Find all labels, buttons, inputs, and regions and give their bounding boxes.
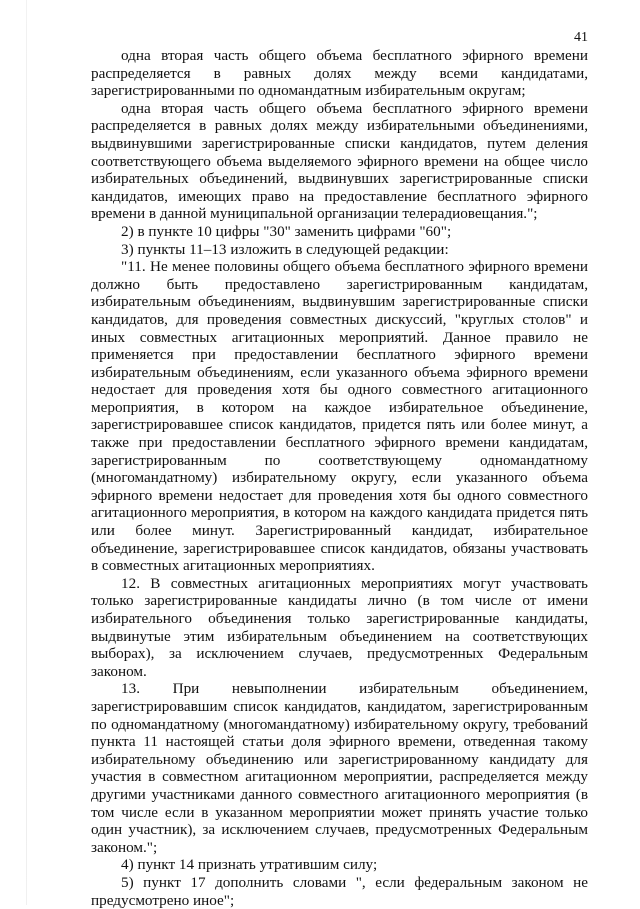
paragraph-3: 2) в пункте 10 цифры "30" заменить цифрами "60"; [121, 222, 452, 240]
paragraph-7: 13. При невыполнении избирательным объединением, зарегистрировавшим список кандидатов, кандидатом, зарегистрированным по одномандатному (многомандатному) избирательному округу, требований пункта 11 настоящей статьи доля эфирного времени, отведенная такому избирательному объединению или зарегистрированному кандидату для участия в совместном агитационном мероприятии, распределяется между другими участниками данного совместного агитационного мероприятия (в том числе если в указанном мероприятии может принять участие только один участник), за исключением случаев, предусмотренных Федеральным законом."; [91, 680, 588, 856]
paragraph-8: 4) пункт 14 признать утратившим силу; [121, 856, 378, 874]
page-number: 41 [574, 30, 588, 45]
paragraph-4: 3) пункты 11–13 изложить в следующей редакции: [121, 240, 449, 258]
paragraph-9: 5) пункт 17 дополнить словами ", если федеральным законом не предусмотрено иное"; [91, 873, 588, 909]
paragraph-5: "11. Не менее половины общего объема бесплатного эфирного времени должно быть предоставлено зарегистрированным кандидатам, избирательным объединениям, выдвинувшим зарегистрированные списки кандидатов, для проведения совместных дискуссий, "круглых столов" и иных совместных агитационных мероприятий. Данное правило не применяется при предоставлении бесплатного эфирного времени избирательным объединениям, если указанного объема эфирного времени недостает для проведения хотя бы одного совместного агитационного мероприятия, в котором на каждое избирательное объединение, зарегистрировавшее список кандидатов, придется пять или более минут, а также при предоставлении бесплатного эфирного времени кандидатам, зарегистрированным по соответствующему одномандатному (многомандатному) избирательному округу, если указанного объема эфирного времени недостает для проведения хотя бы одного совместного агитационного мероприятия, в котором на каждого кандидата придется пять или более минут. Зарегистрированный кандидат, избирательное объединение, зарегистрировавшее список кандидатов, обязаны участвовать в совместных агитационных мероприятиях. [91, 258, 588, 575]
paragraph-6: 12. В совместных агитационных мероприятиях могут участвовать только зарегистрированные кандидаты лично (в том числе от имени избирательного объединения только зарегистрированные кандидаты, выдвинутые этим избирательным объединением на соответствующих выборах), за исключением случаев, предусмотренных Федеральным законом. [91, 574, 588, 680]
paragraph-2: одна вторая часть общего объема бесплатного эфирного времени распределяется в равных долях между избирательными объединениями, выдвинувшими зарегистрированные списки кандидатов, путем деления соответствующего объема выделяемого эфирного времени на общее число избирательных объединений, выдвинувших зарегистрированные списки кандидатов, имеющих право на предоставление бесплатного эфирного времени в данной муниципальной организации телерадиовещания."; [91, 99, 588, 223]
document-body [91, 47, 588, 909]
scan-edge-shadow [26, 0, 27, 905]
paragraph-1: одна вторая часть общего объема бесплатного эфирного времени распределяется в равных долях между всеми кандидатами, зарегистрированными по одномандатным избирательным округам; [91, 47, 588, 100]
